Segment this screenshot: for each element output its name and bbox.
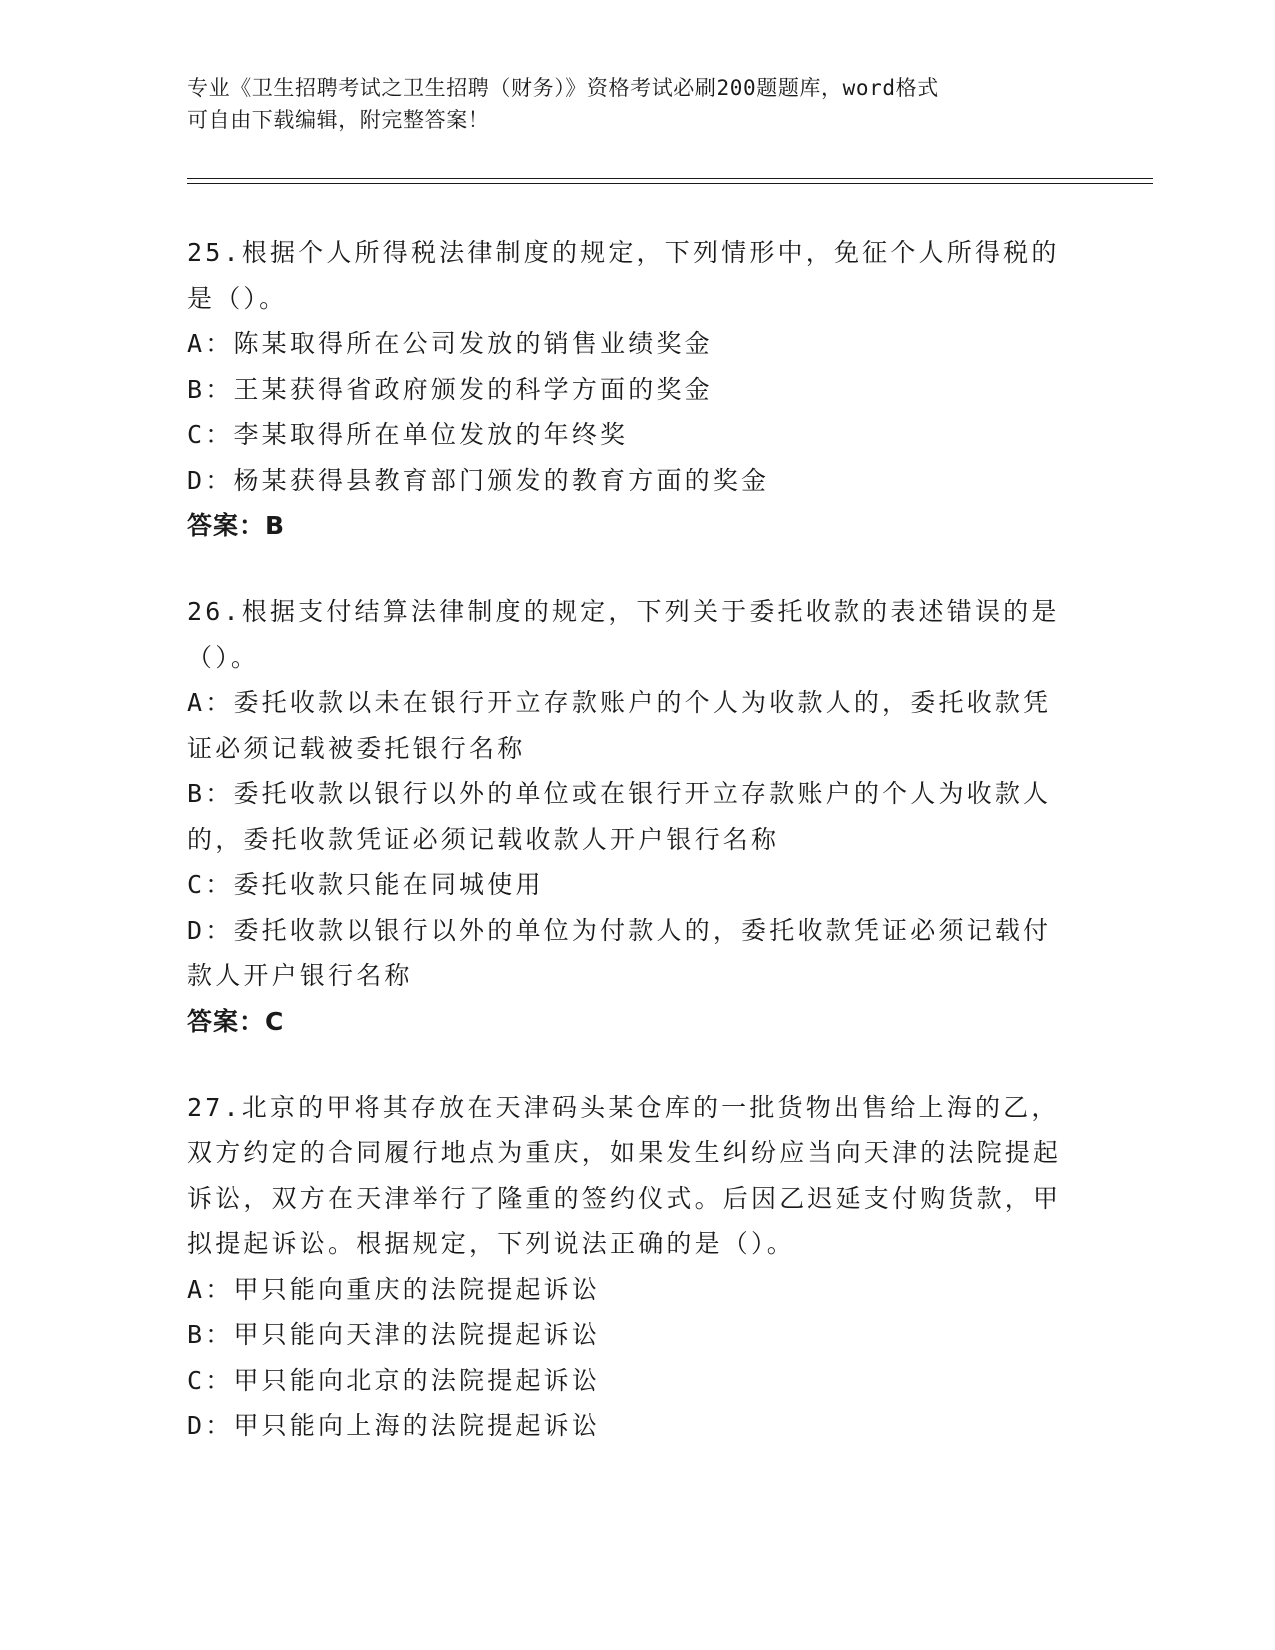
question-stem: 25.根据个人所得税法律制度的规定，下列情形中，免征个人所得税的是（）。 bbox=[187, 238, 1060, 313]
question-27 bbox=[187, 1085, 1067, 1449]
document-page bbox=[187, 72, 1067, 136]
option-b: B：甲只能向天津的法院提起诉讼 bbox=[187, 1320, 601, 1349]
option-d: D：委托收款以银行以外的单位为付款人的，委托收款凭证必须记载付款人开户银行名称 bbox=[187, 915, 1052, 990]
question-25 bbox=[187, 230, 1067, 549]
option-c: C：李某取得所在单位发放的年终奖 bbox=[187, 420, 629, 449]
answer: 答案：C bbox=[187, 1006, 285, 1036]
question-26 bbox=[187, 589, 1067, 1045]
answer: 答案：B bbox=[187, 511, 286, 540]
question-stem: 27.北京的甲将其存放在天津码头某仓库的一批货物出售给上海的乙，双方约定的合同履行地点为重庆，如果发生纠纷应当向天津的法院提起诉讼，双方在天津举行了隆重的签约仪式。后因乙迟延支付购货款，甲拟提起诉讼。根据规定，下列说法正确的是（）。 bbox=[187, 1092, 1062, 1258]
option-c: C：甲只能向北京的法院提起诉讼 bbox=[187, 1365, 601, 1395]
question-stem: 26.根据支付结算法律制度的规定，下列关于委托收款的表述错误的是（）。 bbox=[187, 597, 1060, 672]
option-a: A：甲只能向重庆的法院提起诉讼 bbox=[187, 1274, 601, 1304]
option-d: D：杨某获得县教育部门颁发的教育方面的奖金 bbox=[187, 465, 770, 495]
header-line-1: 专业《卫生招聘考试之卫生招聘（财务）》资格考试必刷200题题库，word格式 bbox=[187, 76, 939, 100]
option-b: B：委托收款以银行以外的单位或在银行开立存款账户的个人为收款人的，委托收款凭证必须记载收款人开户银行名称 bbox=[187, 779, 1052, 854]
option-a: A：委托收款以未在银行开立存款账户的个人为收款人的，委托收款凭证必须记载被委托银行名称 bbox=[187, 688, 1052, 763]
header-line-2: 可自由下载编辑，附完整答案！ bbox=[187, 108, 490, 132]
option-c: C：委托收款只能在同城使用 bbox=[187, 870, 544, 899]
option-b: B：王某获得省政府颁发的科学方面的奖金 bbox=[187, 374, 713, 404]
option-a: A：陈某取得所在公司发放的销售业绩奖金 bbox=[187, 329, 713, 358]
question-list bbox=[187, 230, 1067, 1489]
option-d: D：甲只能向上海的法院提起诉讼 bbox=[187, 1411, 601, 1440]
document-header bbox=[187, 72, 1067, 136]
header-divider bbox=[187, 178, 1153, 184]
